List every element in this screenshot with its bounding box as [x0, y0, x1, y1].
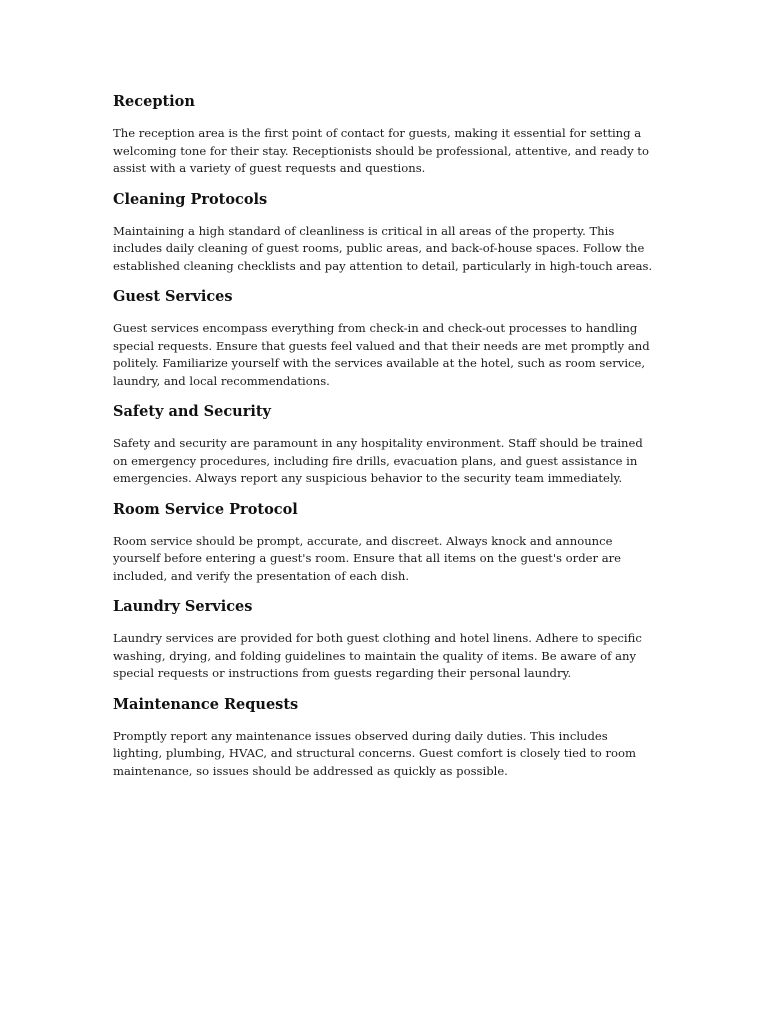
- section-reception: [113, 92, 653, 178]
- section-body: Laundry services are provided for both guest clothing and hotel linens. Adhere to specific washing, drying, and folding guidelines to maintain the quality of items. Be aware of any special requests or instructions from guests regarding their personal laundry.: [113, 631, 642, 680]
- section-heading: Reception: [113, 93, 195, 110]
- section-heading: Room Service Protocol: [113, 500, 298, 518]
- section-body: Room service should be prompt, accurate, and discreet. Always knock and announce yourself before entering a guest's room. Ensure that all items on the guest's order are included, and verify the presentation of each dish.: [113, 533, 622, 583]
- section-heading: Cleaning Protocols: [113, 190, 268, 208]
- section-body: Guest services encompass everything from check-in and check-out processes to handling special requests. Ensure that guests feel valued and that their needs are met promptly and politely. Familiarize yourself with the services available at the hotel, such as room service, laundry, and local recommendations.: [113, 321, 650, 388]
- section-heading: Maintenance Requests: [113, 695, 299, 713]
- section-safety-and-security: [113, 402, 653, 488]
- section-guest-services: [113, 287, 653, 390]
- section-laundry-services: [113, 597, 653, 683]
- section-body: Maintaining a high standard of cleanliness is critical in all areas of the property. This includes daily cleaning of guest rooms, public areas, and back-of-house spaces. Follow the established cleaning checklists and pay attention to detail, particularly in high-touch areas.: [113, 223, 653, 273]
- section-maintenance-requests: [113, 695, 653, 781]
- section-heading: Laundry Services: [113, 598, 253, 615]
- section-body: Promptly report any maintenance issues observed during daily duties. This includes lighting, plumbing, HVAC, and structural concerns. Guest comfort is closely tied to room maintenance, so issues should be addressed as quickly as possible.: [113, 728, 636, 778]
- section-heading: Safety and Security: [113, 403, 271, 420]
- section-body: Safety and security are paramount in any hospitality environment. Staff should be trained on emergency procedures, including fire drills, evacuation plans, and guest assistance in emergencies. Always report any suspicious behavior to the security team immediately.: [113, 436, 643, 485]
- document-content: [113, 92, 653, 792]
- section-body: The reception area is the first point of contact for guests, making it essential for setting a welcoming tone for their stay. Receptionists should be professional, attentive, and ready to assist with a variety of guest requests and questions.: [113, 126, 649, 175]
- section-room-service-protocol: [113, 500, 653, 586]
- section-heading: Guest Services: [113, 288, 233, 305]
- section-cleaning-protocols: [113, 190, 653, 276]
